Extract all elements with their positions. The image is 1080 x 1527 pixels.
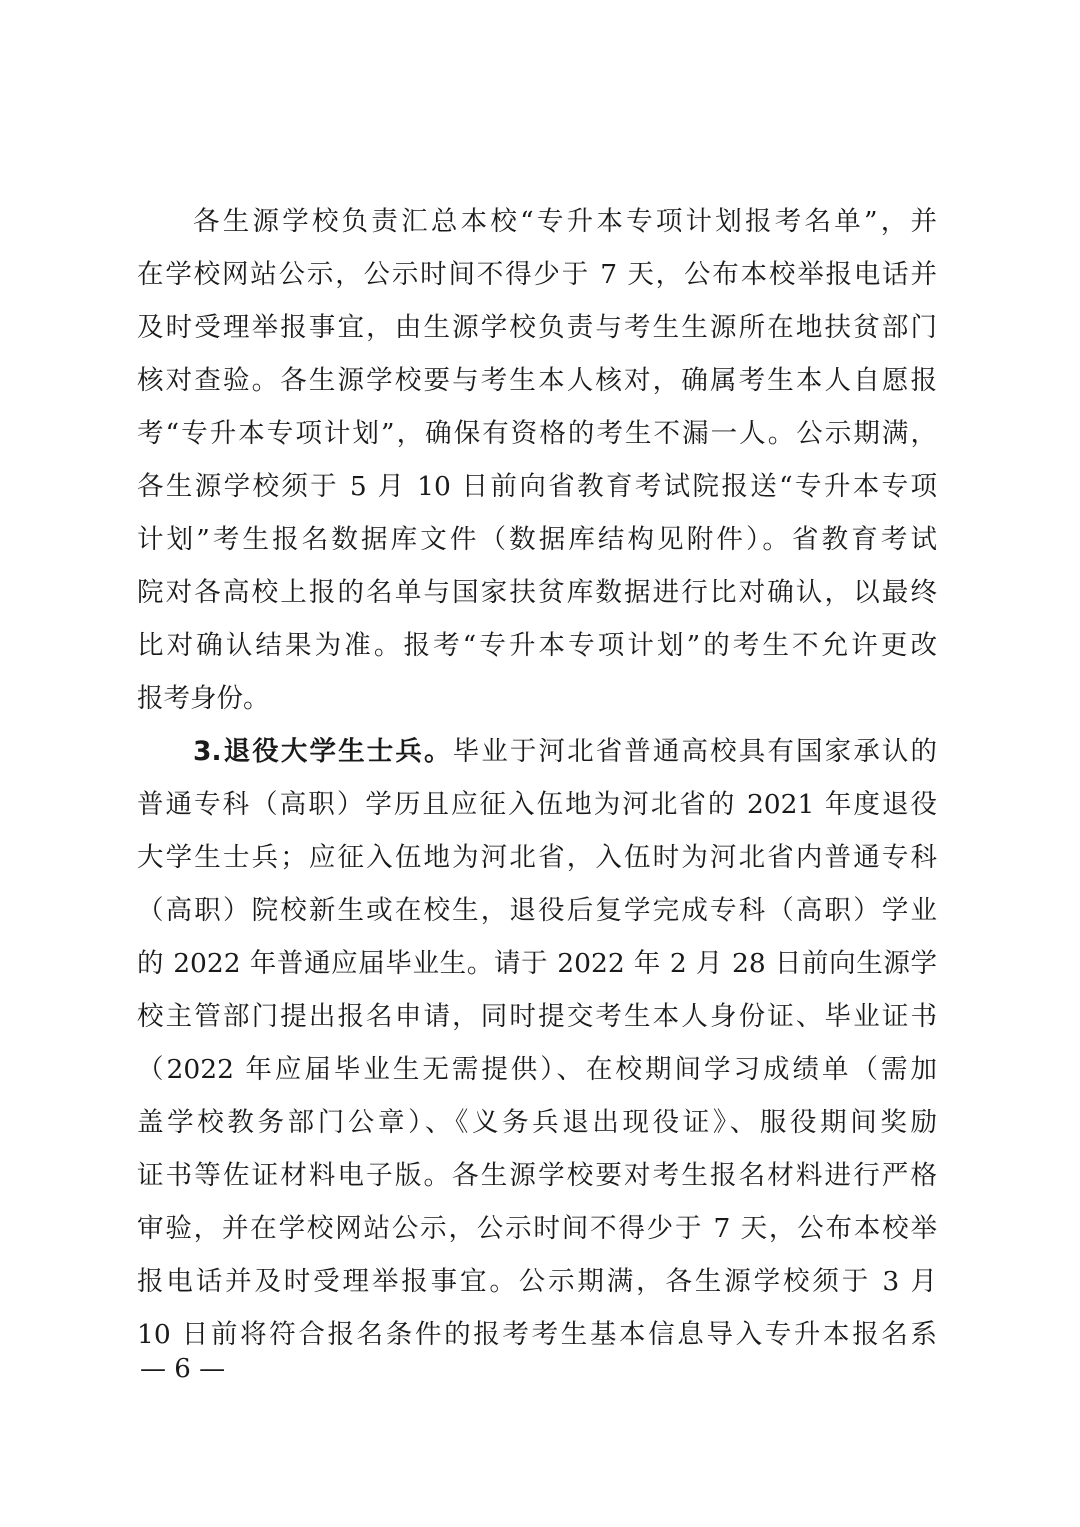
text-line: 核对查验。各生源学校要与考生本人核对，确属考生本人自愿报 [137, 365, 937, 396]
document-body [137, 195, 937, 1361]
text-line: 10 日前将符合报名条件的报考考生基本信息导入专升本报名系 [137, 1319, 937, 1350]
text-line: 报电话并及时受理举报事宜。公示期满，各生源学校须于 3 月 [137, 1266, 937, 1297]
text-line: 的 2022 年普通应届毕业生。请于 2022 年 2 月 28 日前向生源学 [137, 948, 937, 979]
text-line: （高职）院校新生或在校生，退役后复学完成专科（高职）学业 [137, 895, 937, 926]
text-line: 审验，并在学校网站公示，公示时间不得少于 7 天，公布本校举 [137, 1213, 937, 1244]
text-line: 盖学校教务部门公章）、《义务兵退出现役证》、服役期间奖励 [137, 1107, 937, 1138]
text-line: 大学生士兵；应征入伍地为河北省，入伍时为河北省内普通专科 [137, 842, 937, 873]
text-line: 在学校网站公示，公示时间不得少于 7 天，公布本校举报电话并 [137, 259, 937, 290]
text-line: 普通专科（高职）学历且应征入伍地为河北省的 2021 年度退役 [137, 789, 937, 820]
page-number: — 6 — [140, 1354, 226, 1384]
text-line: （2022 年应届毕业生无需提供）、在校期间学习成绩单（需加 [137, 1054, 937, 1085]
text-line: 考“专升本专项计划”，确保有资格的考生不漏一人。公示期满， [137, 418, 937, 449]
text-line: 证书等佐证材料电子版。各生源学校要对考生报名材料进行严格 [137, 1160, 937, 1191]
text-line: 及时受理举报事宜，由生源学校负责与考生生源所在地扶贫部门 [137, 312, 937, 343]
text-line: 各生源学校负责汇总本校“专升本专项计划报考名单”，并 [193, 206, 937, 237]
text-line: 报考身份。 [137, 683, 270, 714]
paragraph-2-first-line [137, 725, 937, 778]
text-line: 比对确认结果为准。报考“专升本专项计划”的考生不允许更改 [137, 630, 937, 661]
text-line: 院对各高校上报的名单与国家扶贫库数据进行比对确认，以最终 [137, 577, 937, 608]
text-line: 校主管部门提出报名申请，同时提交考生本人身份证、毕业证书 [137, 1001, 937, 1032]
text-run: 毕业于河北省普通高校具有国家承认的 [452, 736, 938, 767]
paragraph-1 [137, 195, 937, 725]
section-heading: 3.退役大学生士兵。 [193, 736, 453, 767]
text-line: 各生源学校须于 5 月 10 日前向省教育考试院报送“专升本专项 [137, 471, 937, 502]
text-line: 计划”考生报名数据库文件（数据库结构见附件）。省教育考试 [137, 524, 937, 555]
paragraph-2 [137, 725, 937, 1361]
